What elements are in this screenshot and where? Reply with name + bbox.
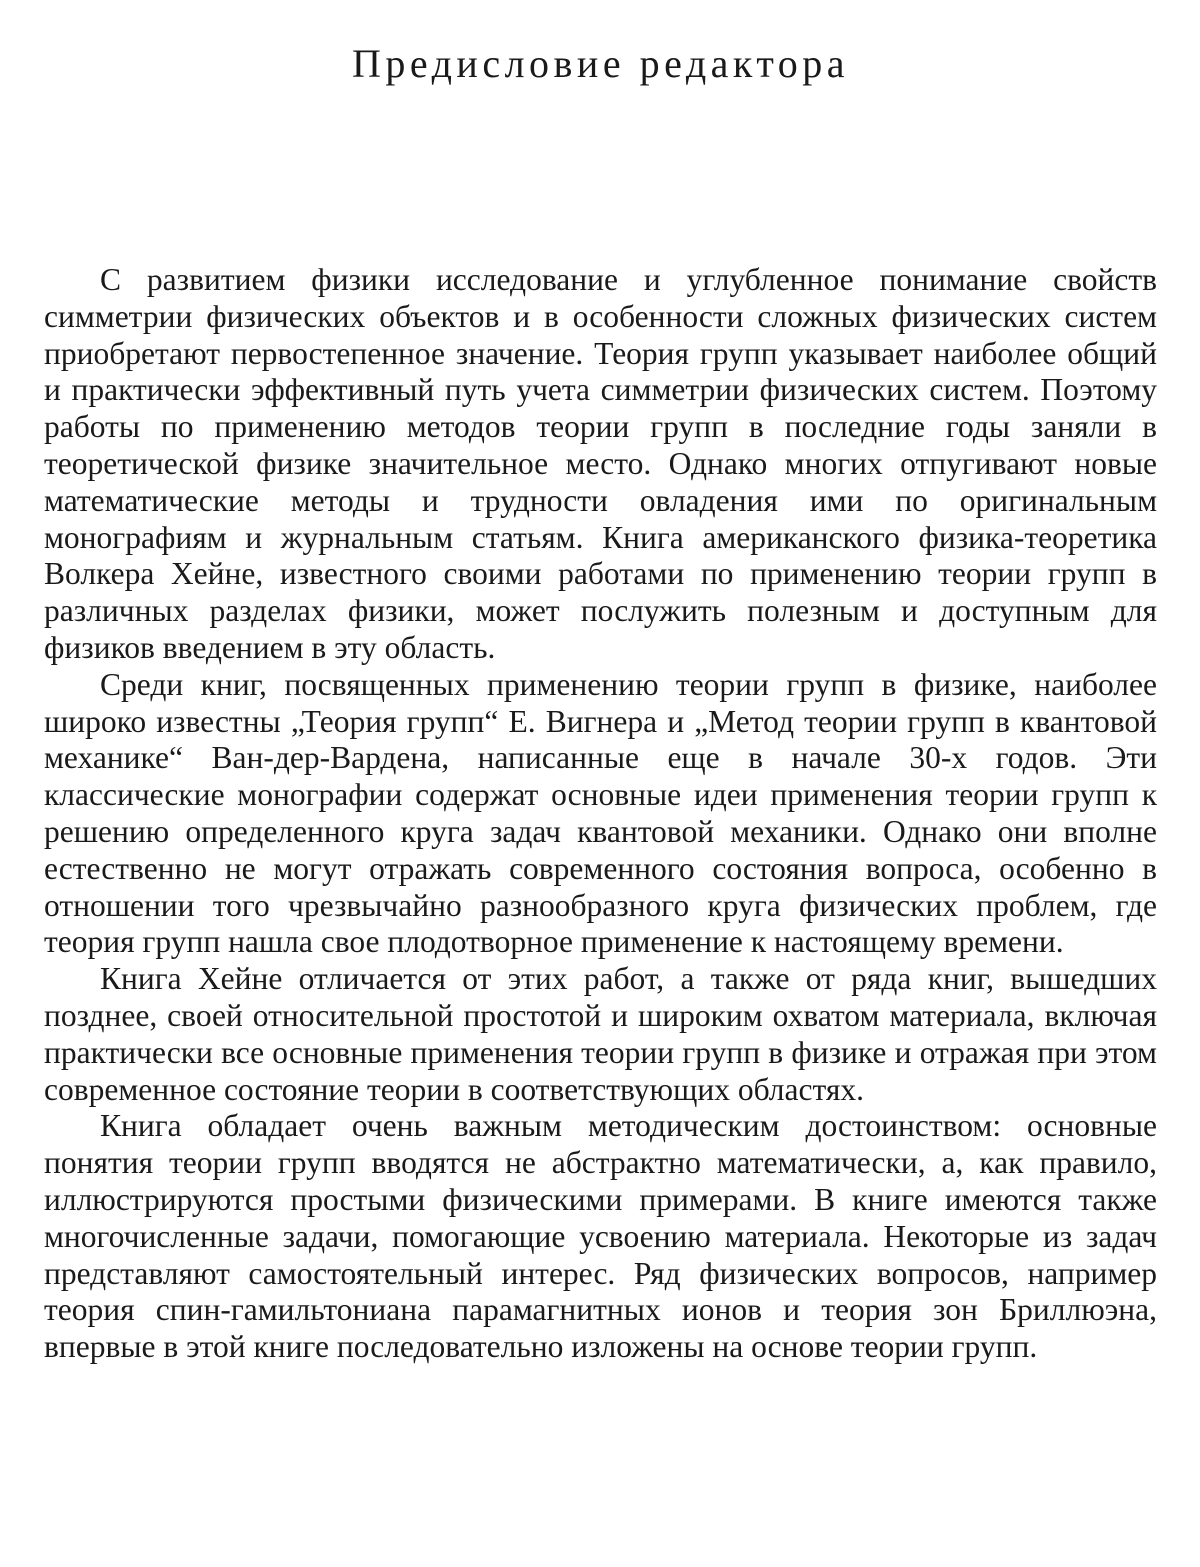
preface-body [44,262,1157,1366]
paragraph-2: Среди книг, посвященных применению теории групп в физике, наиболее широко известны „Теория групп“ Е. Вигнера и „Метод теории групп в квантовой механике“ Ван-дер-Вардена, написанные еще в начале 30-х годов. Эти классические монографии содержат основные идеи применения теории групп к решению определенного круга задач квантовой механики. Однако они вполне естественно не могут отражать современного состояния вопроса, особенно в отношении того чрезвычайно разнообразного круга физических проблем, где теория групп нашла свое плодотворное применение к настоящему времени. [44,666,1157,960]
paragraph-3: Книга Хейне отличается от этих работ, а также от ряда книг, вышедших позднее, своей относительной простотой и широким охватом материала, включая практически все основные применения теории групп в физике и отражая при этом современное состояние теории в соответствующих областях. [44,961,1157,1107]
paragraph-1: С развитием физики исследование и углубленное понимание свойств симметрии физических объектов и в особенности сложных физических систем приобретают первостепенное значение. Теория групп указывает наиболее общий и практически эффективный путь учета симметрии физических систем. Поэтому работы по применению методов теории групп в последние годы заняли в теоретической физике значительное место. Однако многих отпугивают новые математические методы и трудности овладения ими по оригинальным монографиям и журнальным статьям. Книга американского физика-теоретика Волкера Хейне, известного своими работами по применению теории групп в различных разделах физики, может послужить полезным и доступным для физиков введением в эту область. [44,262,1157,665]
page-title: Предисловие редактора [351,41,850,86]
paragraph-4: Книга обладает очень важным методическим достоинством: основные понятия теории групп вводятся не абстрактно математически, а, как правило, иллюстрируются простыми физическими примерами. В книге имеются также многочисленные задачи, помогающие усвоению материала. Некоторые из задач представляют самостоятельный интерес. Ряд физических вопросов, например теория спин-гамильтониана парамагнитных ионов и теория зон Бриллюэна, впервые в этой книге последовательно изложены на основе теории групп. [44,1108,1157,1365]
